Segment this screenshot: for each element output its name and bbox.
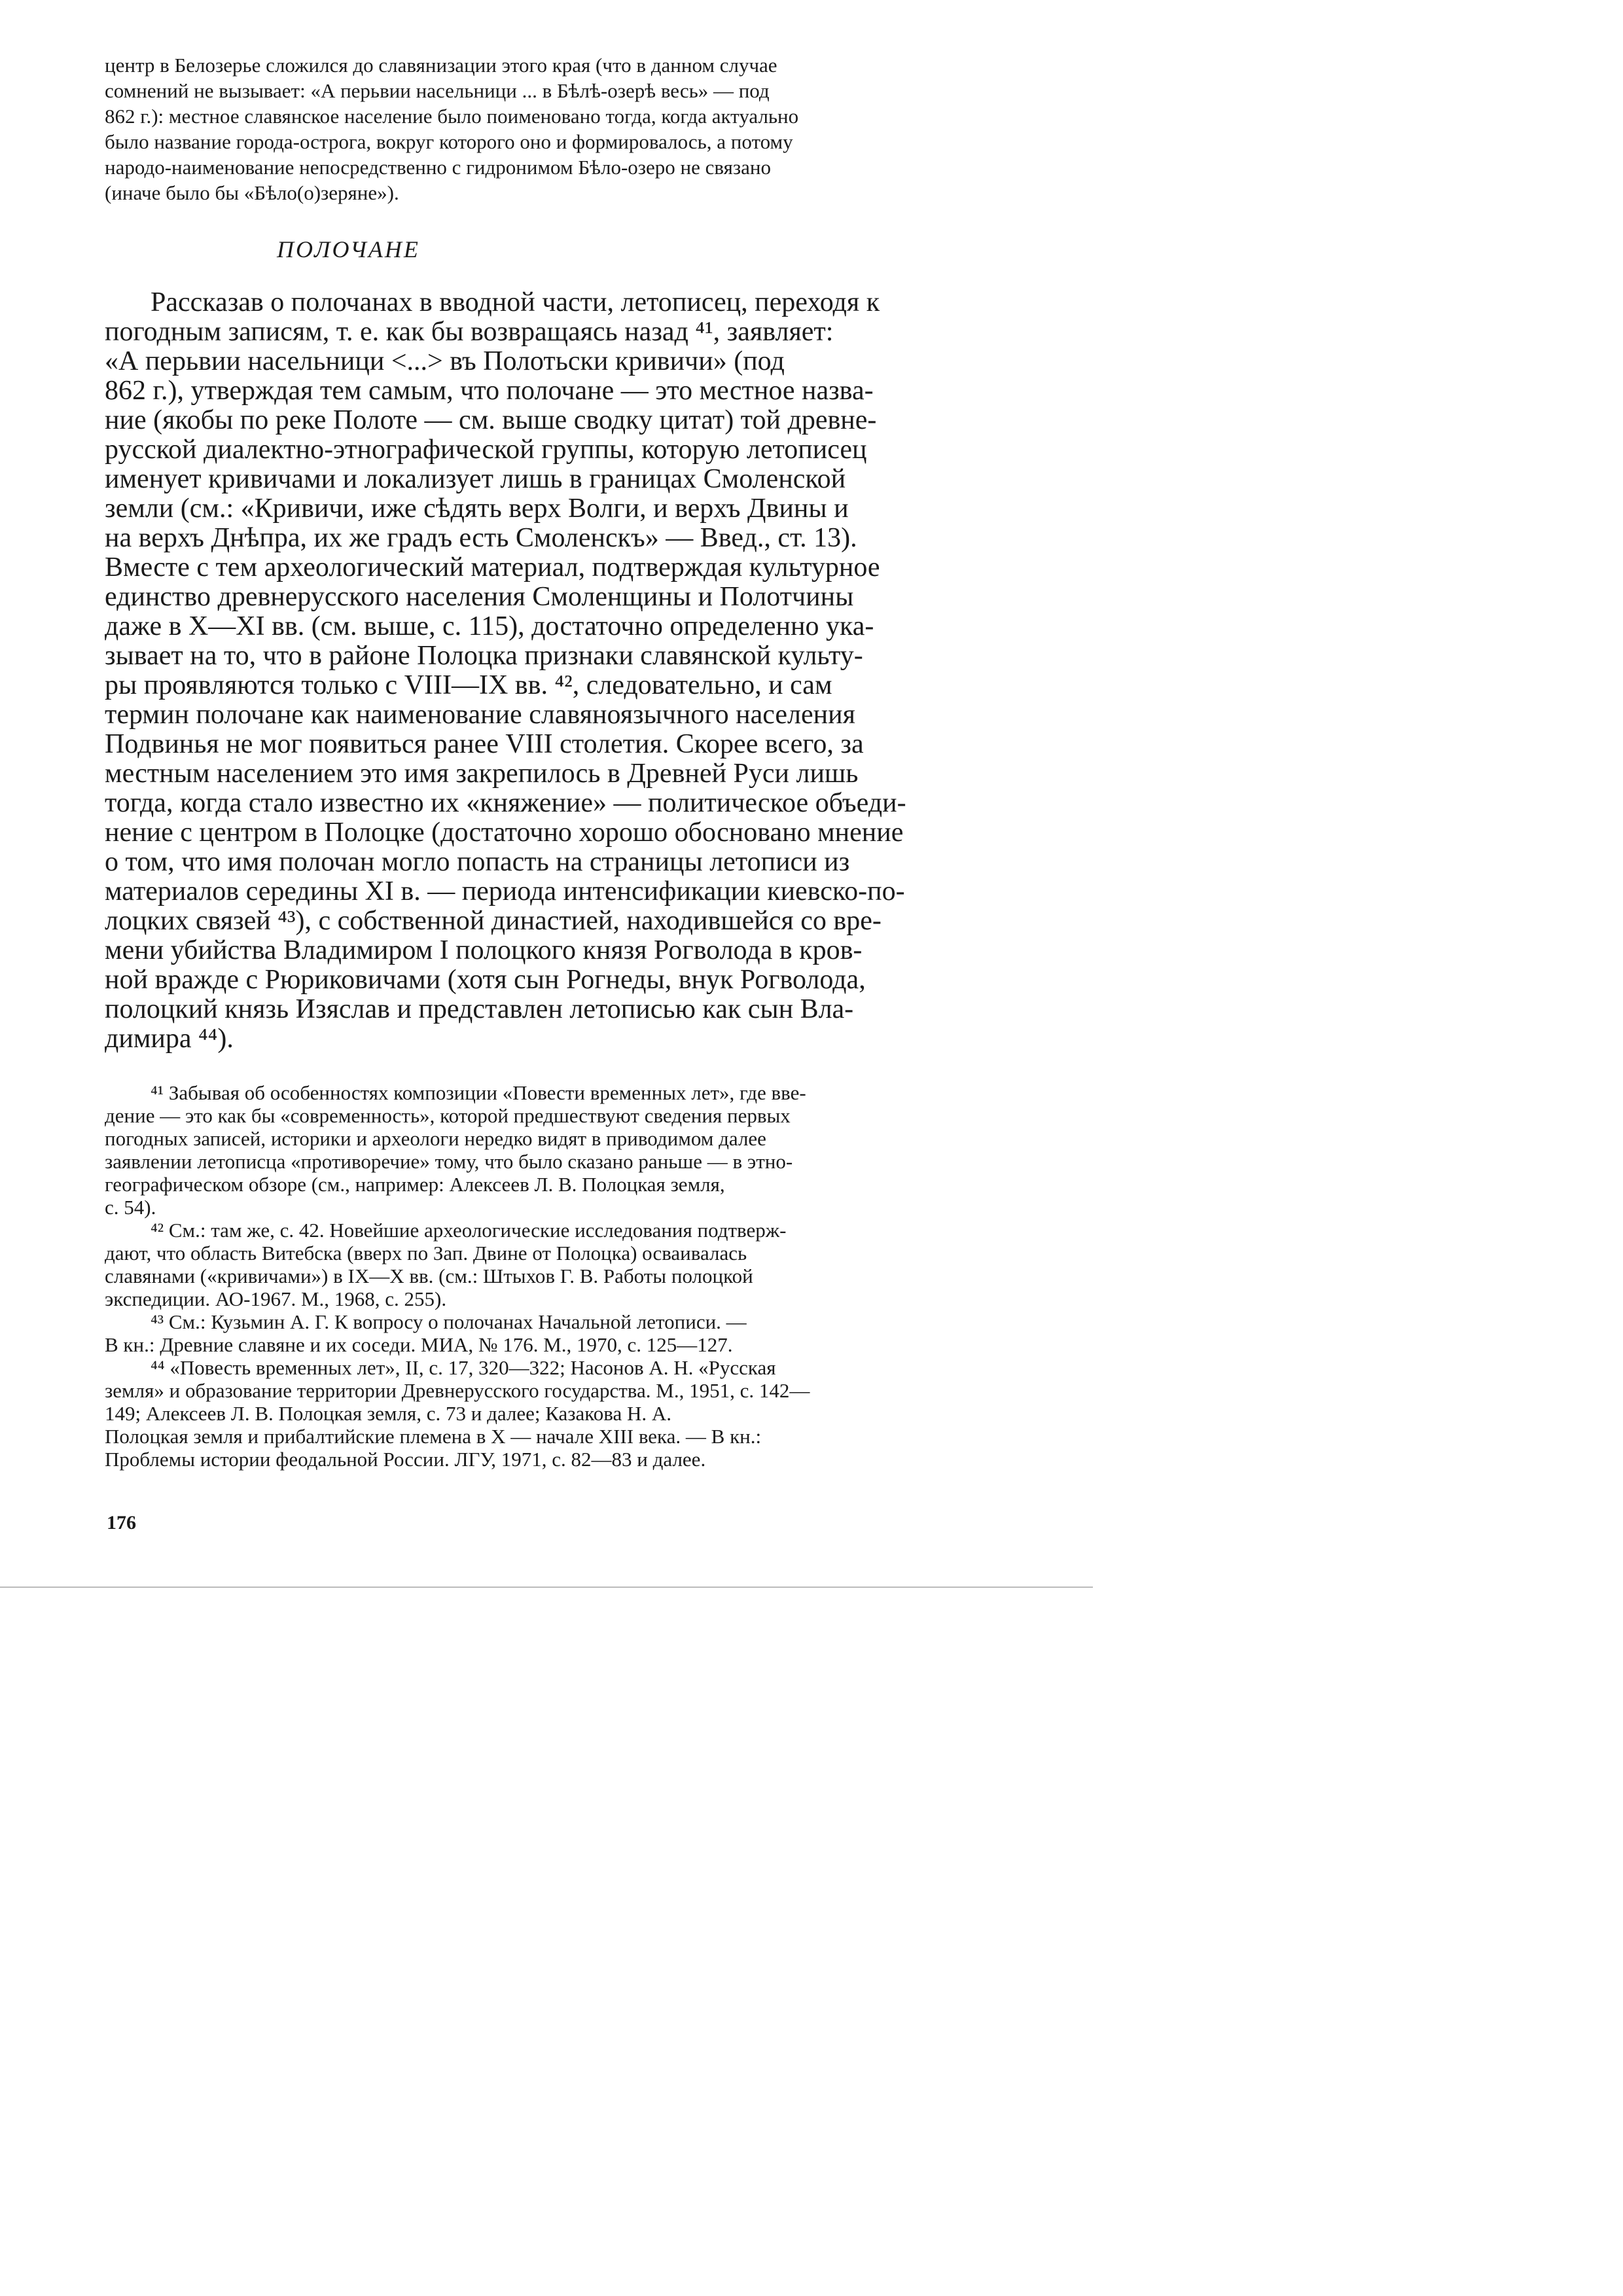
text-line: единство древнерусского населения Смоленщины и Полотчины <box>105 582 854 612</box>
footnote-line: экспедиции. АО-1967. М., 1968, с. 255). <box>105 1287 447 1310</box>
text-line: мени убийства Владимиром I полоцкого князя Рогволода в кров- <box>105 935 863 965</box>
footnote-line: ⁴⁴ «Повесть временных лет», II, с. 17, 320—322; Насонов А. Н. «Русская <box>151 1356 776 1379</box>
footnote-line: славянами («кривичами») в IX—X вв. (см.: Штыхов Г. В. Работы полоцкой <box>105 1265 753 1287</box>
text-line: лоцких связей ⁴³), с собственной династией, находившейся со вре- <box>105 906 882 936</box>
text-line: ние (якобы по реке Полоте — см. выше сводку цитат) той древне- <box>105 405 877 435</box>
text-line: ной вражде с Рюриковичами (хотя сын Рогнеды, внук Рогволода, <box>105 965 866 995</box>
text-line: тогда, когда стало известно их «княжение» — политическое объеди- <box>105 788 906 818</box>
footnote-line: ⁴³ См.: Кузьмин А. Г. К вопросу о полочанах Начальной летописи. — <box>151 1310 747 1333</box>
main-paragraph <box>105 288 1021 1054</box>
text-line: Рассказав о полочанах в вводной части, летописец, переходя к <box>151 287 880 317</box>
intro-paragraph <box>105 52 1021 206</box>
footnote-line: заявлении летописца «противоречие» тому, что было сказано раньше — в этно- <box>105 1150 793 1173</box>
text-line: местным населением это имя закрепилось в Древней Руси лишь <box>105 759 859 789</box>
text-line: русской диалектно-этнографической группы, которую летописец <box>105 435 867 465</box>
page-edge-divider <box>0 1587 1093 1588</box>
footnote-line: дают, что область Витебска (вверх по Зап. Двине от Полоцка) осваивалась <box>105 1242 747 1265</box>
text-line: было название города-острога, вокруг которого оно и формировалось, а потому <box>105 130 793 153</box>
text-line: термин полочане как наименование славяноязычного населения <box>105 700 855 730</box>
text-line: Вместе с тем археологический материал, подтверждая культурное <box>105 552 880 583</box>
footnote-line: ⁴² См.: там же, с. 42. Новейшие археологические исследования подтверж- <box>151 1219 787 1242</box>
text-line: 862 г.), утверждая тем самым, что полочане — это местное назва- <box>105 376 874 406</box>
text-line: именует кривичами и локализует лишь в границах Смоленской <box>105 464 846 494</box>
footnote-line: 149; Алексеев Л. В. Полоцкая земля, с. 73 и далее; Казакова Н. А. <box>105 1402 672 1425</box>
footnote-line: земля» и образование территории Древнерусского государства. М., 1951, с. 142— <box>105 1379 810 1402</box>
text-line: даже в X—XI вв. (см. выше, с. 115), достаточно определенно ука- <box>105 611 874 641</box>
text-line: димира ⁴⁴). <box>105 1024 234 1054</box>
text-line: материалов середины XI в. — периода интенсификации киевско-по- <box>105 876 905 906</box>
text-line: (иначе было бы «Бѣло(о)зеряне»). <box>105 181 399 204</box>
text-line: ры проявляются только с VIII—IX вв. ⁴², следовательно, и сам <box>105 670 832 700</box>
text-line: 862 г.): местное славянское население было поименовано тогда, когда актуально <box>105 105 799 128</box>
footnote-line: Полоцкая земля и прибалтийские племена в X — начале XIII века. — В кн.: <box>105 1425 762 1448</box>
text-line: зывает на то, что в районе Полоцка признаки славянской культу- <box>105 641 863 671</box>
footnote-line: географическом обзоре (см., например: Алексеев Л. В. Полоцкая земля, <box>105 1173 725 1196</box>
text-line: полоцкий князь Изяслав и представлен летописью как сын Вла- <box>105 994 854 1024</box>
footnote-line: В кн.: Древние славяне и их соседи. МИА, № 176. М., 1970, с. 125—127. <box>105 1333 733 1356</box>
footnote-line: Проблемы истории феодальной России. ЛГУ, 1971, с. 82—83 и далее. <box>105 1448 706 1471</box>
text-line: на верхъ Днѣпра, их же градъ есть Смоленскъ» — Введ., ст. 13). <box>105 523 857 553</box>
text-line: нение с центром в Полоцке (достаточно хорошо обосновано мнение <box>105 817 904 848</box>
footnote-line: с. 54). <box>105 1196 156 1219</box>
section-title: ПОЛОЧАНЕ <box>277 236 420 262</box>
footnote-line: дение — это как бы «современность», которой предшествуют сведения первых <box>105 1104 791 1127</box>
text-line: «А перьвии насельници <...> въ Полотьски кривичи» (под <box>105 346 785 376</box>
text-line: центр в Белозерье сложился до славянизации этого края (что в данном случае <box>105 54 777 77</box>
text-line: сомнений не вызывает: «А перьвии насельници ... в Бѣлѣ-озерѣ весь» — под <box>105 79 770 102</box>
text-line: народо-наименование непосредственно с гидронимом Бѣло-озеро не связано <box>105 156 771 179</box>
page-number: 176 <box>107 1512 136 1534</box>
text-line: погодным записям, т. е. как бы возвращаясь назад ⁴¹, заявляет: <box>105 317 834 347</box>
footnote-line: ⁴¹ Забывая об особенностях композиции «Повести временных лет», где вве- <box>151 1081 806 1104</box>
footnote-line: погодных записей, историки и археологи нередко видят в приводимом далее <box>105 1127 766 1150</box>
footnotes <box>105 1081 1021 1471</box>
text-line: о том, что имя полочан могло попасть на страницы летописи из <box>105 847 850 877</box>
text-line: земли (см.: «Кривичи, иже сѣдять верх Волги, и верхъ Двины и <box>105 493 849 524</box>
text-line: Подвинья не мог появиться ранее VIII столетия. Скорее всего, за <box>105 729 864 759</box>
